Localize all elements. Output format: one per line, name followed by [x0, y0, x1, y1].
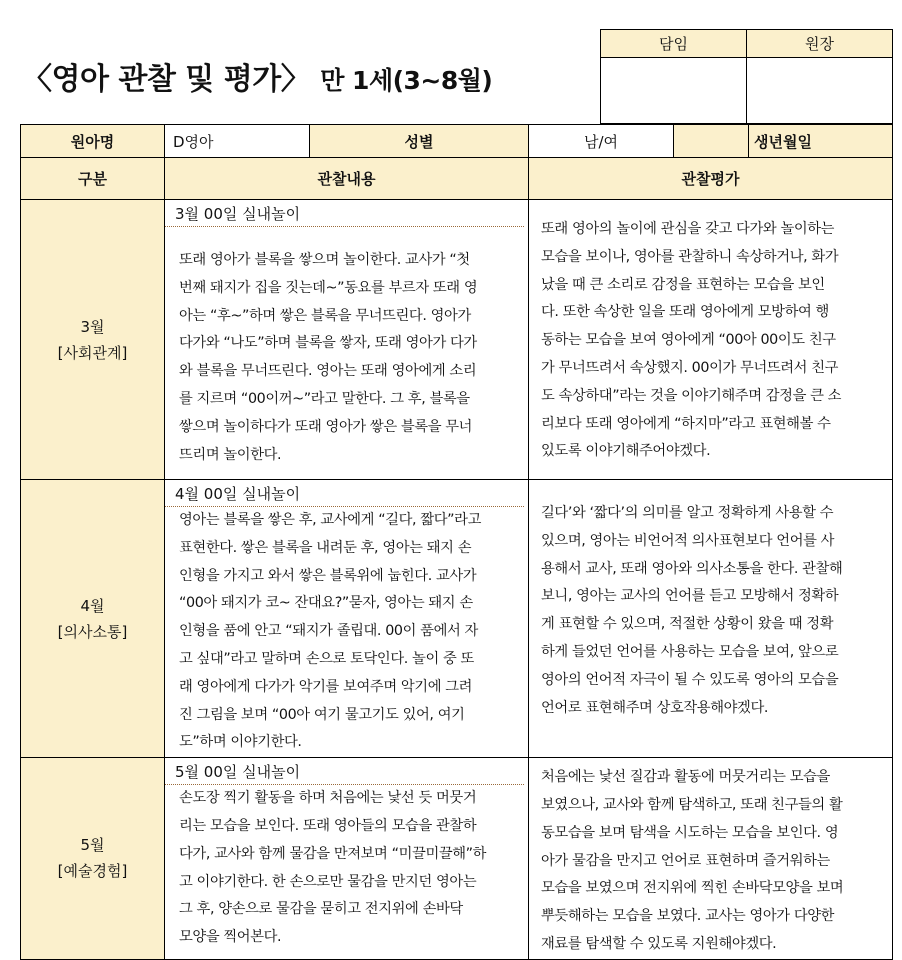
month-label: 3월 [80, 317, 105, 336]
observation-date: 5월 00일 실내놀이 [165, 758, 524, 785]
month-label: 5월 [80, 836, 105, 855]
column-header-row [21, 158, 893, 200]
category-header: 구분 [21, 158, 165, 200]
evaluation-cell[interactable] [529, 480, 893, 758]
observation-date: 4월 00일 실내놀이 [165, 480, 524, 507]
observation-table [20, 124, 893, 960]
approval-table [600, 29, 893, 124]
gender-label: 성별 [310, 125, 529, 158]
observation-text: 또래 영아가 블록을 쌓으며 놀이한다. 교사가 “첫 번째 돼지가 집을 짓는데~”동요를 부르자 또래 영 아는 “후~”하며 쌓은 블록을 무너뜨린다. 영아가 다가와 “나도”하며 블록을 쌓자, 또래 영아가 다가 와 블록을 무너뜨린다. 영아는 또래 영아에게 소리 를 지르며 “00이꺼~”라고 말한다. 그 후, 블록을 쌓으며 놀이하다가 또래 영아가 쌓은 블록을 무너 뜨리며 놀이한다. [179, 252, 478, 463]
approval-director-sign[interactable] [747, 58, 893, 124]
month-label: 4월 [80, 596, 105, 615]
approval-director-label: 원장 [747, 30, 893, 58]
area-label: [예술경험] [57, 862, 128, 881]
title-main: 〈영아 관찰 및 평가〉 [22, 62, 311, 97]
page-title [22, 54, 492, 98]
month-cell [21, 200, 165, 480]
observation-text: 영아는 블록을 쌓은 후, 교사에게 “길다, 짧다”라고 표현한다. 쌓은 블록을 내려둔 후, 영아는 돼지 손 인형을 가지고 와서 쌓은 블록위에 눕힌다. 교사가 “00아 돼지가 코~ 잔대요?”묻자, 영아는 돼지 손 인형을 품에 안고 “돼지가 졸립대. 00이 품에서 자 고 싶대”라고 말하며 손으로 토닥인다. 놀이 중 또 래 영아에게 다가가 악기를 보여주며 악기에 그려 진 그림을 보며 “00아 여기 물고기도 있어, 여기 도”하며 이야기한다. [179, 512, 481, 751]
title-sub: 만 1세(3~8월) [320, 66, 493, 95]
observation-date: 3월 00일 실내놀이 [165, 200, 524, 227]
observation-cell[interactable] [165, 758, 529, 960]
table-row [21, 480, 893, 758]
table-row [21, 758, 893, 960]
table-row [21, 200, 893, 480]
observation-text: 손도장 찍기 활동을 하며 처음에는 낯선 듯 머뭇거 리는 모습을 보인다. 또래 영아들의 모습을 관찰하 다가, 교사와 함께 물감을 만져보며 “미끌미끌해”하 고 이야기한다. 한 손으로만 물감을 만지던 영아는 그 후, 양손으로 물감을 묻히고 전지위에 손바닥 모양을 찍어본다. [179, 790, 487, 946]
evaluation-header: 관찰평가 [529, 158, 893, 200]
month-cell [21, 480, 165, 758]
evaluation-text: 처음에는 낯선 질감과 활동에 머뭇거리는 모습을 보였으나, 교사와 함께 탐색하고, 또래 친구들의 활 동모습을 보며 탐색을 시도하는 모습을 보인다. 영 아가 물감을 만지고 언어로 표현하며 즐거워하는 모습을 보였으며 전지위에 찍힌 손바닥모양을 보며 뿌듯해하는 모습을 보였다. 교사는 영아가 다양한 재료를 탐색할 수 있도록 지원해야겠다. [541, 769, 844, 952]
evaluation-cell[interactable] [529, 200, 893, 480]
approval-teacher-sign[interactable] [601, 58, 747, 124]
birth-value[interactable] [748, 125, 892, 157]
approval-teacher-label: 담임 [601, 30, 747, 58]
evaluation-cell[interactable] [529, 758, 893, 960]
name-value[interactable]: D영아 [165, 125, 310, 158]
evaluation-text: 또래 영아의 놀이에 관심을 갖고 다가와 놀이하는 모습을 보이나, 영아를 관찰하니 속상하거나, 화가 났을 때 큰 소리로 감정을 표현하는 모습을 보인 다. 또한 속상한 일을 또래 영아에게 모방하여 행 동하는 모습을 보여 영아에게 “00아 00이도 친구 가 무너뜨려서 속상했지. 00이가 무너뜨려서 친구 도 속상하대”라는 것을 이야기해주며 감정을 큰 소 리보다 또래 영아에게 “하지마”라고 표현해볼 수 있도록 이야기해주어야겠다. [541, 221, 842, 460]
area-label: [의사소통] [57, 622, 128, 641]
birth-label: 생년월일 [674, 125, 893, 158]
evaluation-text: 길다’와 ‘짧다’의 의미를 알고 정확하게 사용할 수 있으며, 영아는 비언어적 의사표현보다 언어를 사 용해서 교사, 또래 영아와 의사소통을 한다. 관찰해 보니, 영아는 교사의 언어를 듣고 모방해서 정확하 게 표현할 수 있으며, 적절한 상황이 왔을 때 정확 하게 들었던 언어를 사용하는 모습을 보여, 앞으로 영아의 언어적 자극이 될 수 있도록 영아의 모습을 언어로 표현해주며 상호작용해야겠다. [541, 505, 843, 716]
gender-value[interactable]: 남/여 [529, 125, 674, 158]
observation-cell[interactable] [165, 480, 529, 758]
observation-header: 관찰내용 [165, 158, 529, 200]
name-label: 원아명 [21, 125, 165, 158]
month-cell [21, 758, 165, 960]
area-label: [사회관계] [57, 343, 128, 362]
observation-cell[interactable] [165, 200, 529, 480]
